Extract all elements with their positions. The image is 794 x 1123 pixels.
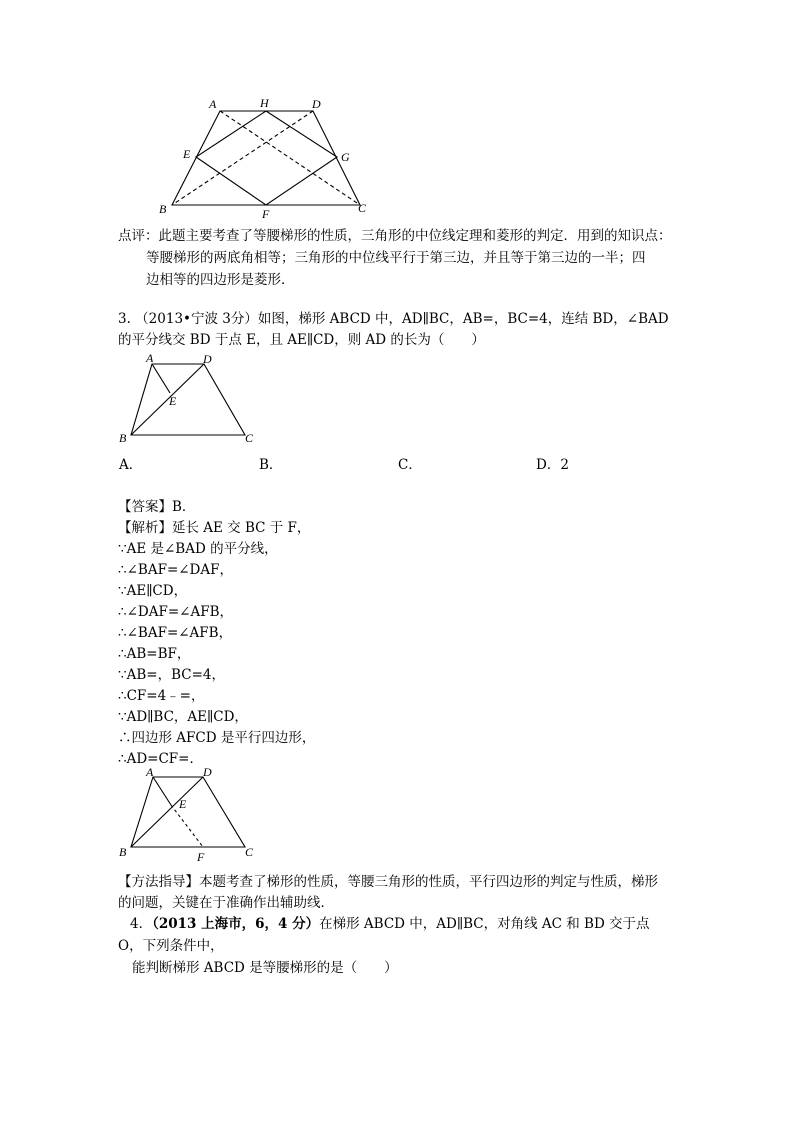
label-e: E [183,147,191,161]
answer-line-3: ∵AE 是∠BAD 的平分线， [118,541,278,557]
answer-label-e: E [179,797,187,811]
answer-line-11: ∵AD∥BC，AE∥CD， [118,709,248,725]
label-a: A [209,97,217,111]
answer-line-4: ∴∠BAF=∠DAF， [118,562,234,578]
q3-line-2: 的平分线交 BD 于点 E，且 AE∥CD，则 AD 的长为（ ） [118,332,485,348]
q4-source: （2013 上海市，6，4 分） [152,916,320,932]
label-f: F [262,207,270,221]
answer-extension-ef-dashed [171,805,203,847]
answer-trapezoid [131,777,245,847]
label-c: C [358,201,367,215]
answer-line-1: 【答案】B． [118,499,196,515]
label-g: G [341,150,350,164]
q3-line-1: 3. （2013•宁波 3分）如图，梯形 ABCD 中，AD∥BC，AB=，BC=4，连结 BD，∠BAD [118,311,669,327]
answer-line-9: ∵AB=，BC=4， [118,667,225,683]
answer-line-10: ∴CF=4﹣=， [118,688,205,704]
answer-label-c: C [245,845,254,859]
answer-label-d: D [203,765,212,779]
answer-segment-ae [153,777,171,805]
q4-line-1 [130,912,650,932]
q3-label-c: C [245,431,254,445]
answer-line-8: ∴AB=BF， [118,646,191,662]
answer-label-f: F [197,850,205,864]
q3-option-a: A． [119,457,143,473]
q3-option-d: D．2 [536,457,569,473]
q4-line-2: O，下列条件中， [118,938,224,954]
q4-number: 4． [130,916,153,932]
q3-label-a: A [146,351,154,365]
comment-line-1: 点评：此题主要考查了等腰梯形的性质，三角形的中位线定理和菱形的判定．用到的知识点： [118,228,672,244]
label-b: B [159,202,167,216]
label-h: H [260,96,269,110]
answer-line-2: 【解析】延长 AE 交 BC 于 F， [118,520,311,536]
q3-label-e: E [169,394,177,408]
answer-label-a: A [146,765,154,779]
answer-line-6: ∴∠DAF=∠AFB， [118,604,234,620]
q4-text: 在梯形 ABCD 中，AD∥BC，对角线 AC 和 BD 交于点 [319,916,650,932]
method-line-2: 的问题，关键在于准确作出辅助线． [118,895,334,911]
q3-option-b: B． [259,457,283,473]
comment-line-3: 边相等的四边形是菱形． [146,272,295,288]
answer-line-7: ∴∠BAF=∠AFB， [118,625,233,641]
answer-label-b: B [119,845,127,859]
q3-option-c: C． [398,457,422,473]
method-line-1: 【方法指导】本题考查了梯形的性质，等腰三角形的性质，平行四边形的判定与性质，梯形 [118,874,658,890]
answer-line-13: ∴AD=CF=． [118,751,203,767]
comment-line-2: 等腰梯形的两底角相等；三角形的中位线平行于第三边，并且等于第三边的一半；四 [146,250,646,266]
label-d: D [312,97,321,111]
answer-line-5: ∵AE∥CD， [118,583,188,599]
q3-label-d: D [203,352,212,366]
q4-line-3: 能判断梯形 ABCD 是等腰梯形的是（ ） [132,960,398,976]
q3-label-b: B [119,431,127,445]
answer-line-12: ∴四边形 AFCD 是平行四边形， [118,730,316,746]
